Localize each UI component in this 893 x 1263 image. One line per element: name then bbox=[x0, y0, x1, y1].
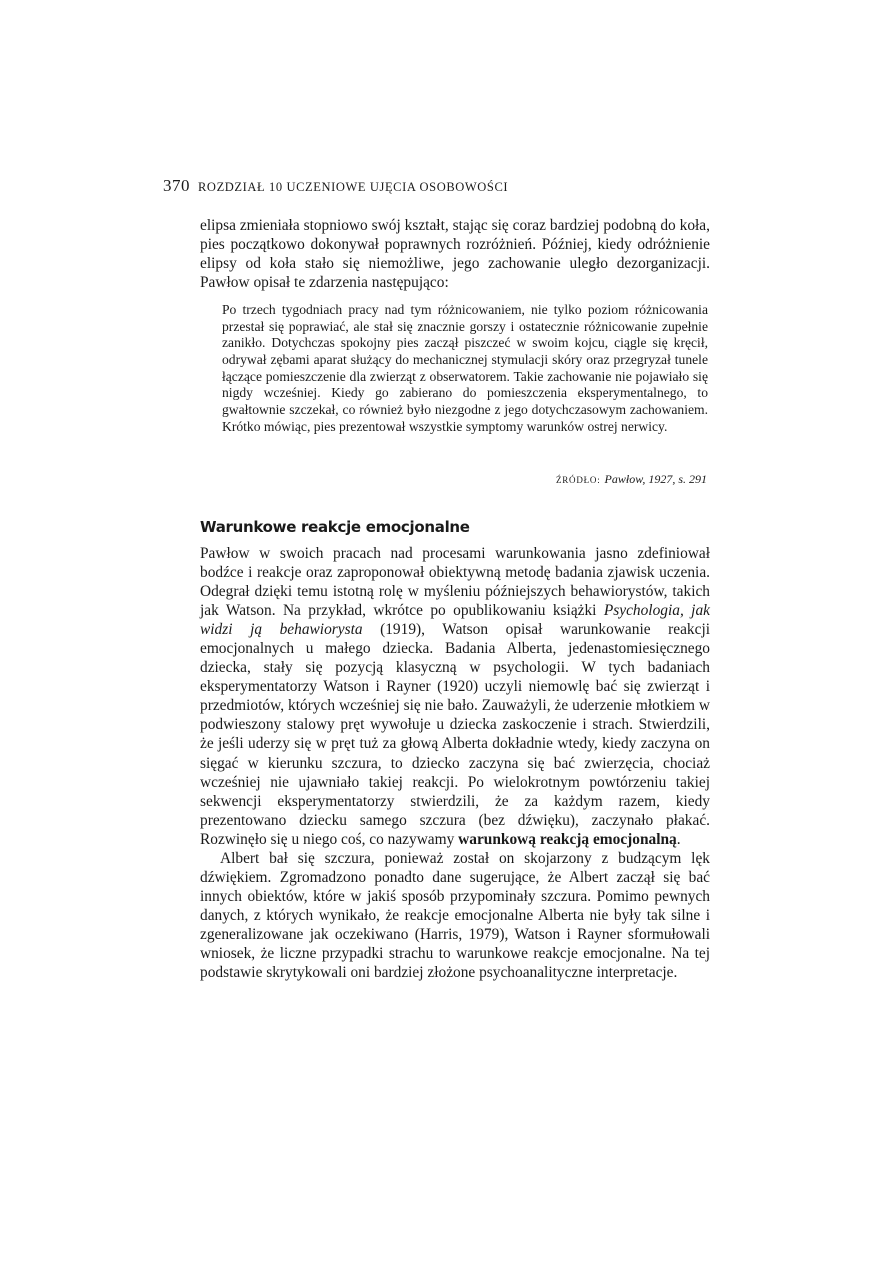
running-header bbox=[163, 176, 508, 196]
p1-text-a: Pawłow w swoich pracach nad procesami warunkowania jasno zdefiniował bodźce i reakcje oraz zaproponował obiektywną metodę badania zjawisk uczenia. Odegrał dzięki temu istotną rolę w myśleniu późniejszych behawiorystów, takich jak Watson. Na przykład, wkrótce po opublikowaniu książki bbox=[200, 545, 710, 620]
source-label: ŹRÓDŁO: bbox=[555, 475, 601, 485]
page-number: 370 bbox=[163, 176, 190, 195]
intro-paragraph: elipsa zmieniała stopniowo swój kształt, stając się coraz bardziej podobną do koła, pies początkowo dokonywał poprawnych rozróżnień. Później, kiedy odróżnienie elipsy od koła stało się niemożliwe, jego zachowanie uległo dezorganizacji. Pawłow opisał te zdarzenia następująco: bbox=[200, 217, 710, 292]
p1-text-b: (1919), Watson opisał warunkowanie reakcji emocjonalnych u małego dziecka. Badania Alberta, jedenastomiesięcznego dziecka, stały się pozycją klasyczną w psychologii. W tych badaniach eksperymentatorzy Watson i Rayner (1920) uczyli niemowlę bać się zwierząt i przedmiotów, których wcześniej się nie bało. Zauważyli, że uderzenie młotkiem w podwieszony stalowy pręt wywołuje u dziecka zaskoczenie i strach. Stwierdzili, że jeśli uderzy się w pręt tuż za głową Alberta dokładnie wtedy, kiedy zaczyna on sięgać w kierunku szczura, to dziecko zaczyna się bać zwierzęcia, chociaż wcześniej nie ujawniało takiej reakcji. Po wielokrotnym powtórzeniu takiej sekwencji eksperymentatorzy stwierdzili, że za każdym razem, kiedy prezentowano dziecku samego szczura (bez dźwięku), zaczynało płakać. Rozwinęło się u niego coś, co nazywamy bbox=[200, 621, 710, 848]
section-body bbox=[200, 544, 710, 982]
body-paragraph-2: Albert bał się szczura, ponieważ został on skojarzony z budzącym lęk dźwiękiem. Zgromadzono ponadto dane sugerujące, że Albert zaczął się bać innych obiektów, które w jakiś sposób przypominały szczura. Pomimo pewnych danych, z których wynikało, że reakcje emocjonalne Alberta nie były tak silne i zgeneralizowane jak oczekiwano (Harris, 1979), Watson i Rayner sformułowali wniosek, że liczne przypadki strachu to warunkowe reakcje emocjonalne. Na tej podstawie skrytykowali oni bardziej złożone psychoanalityczne interpretacje. bbox=[200, 849, 710, 982]
p1-text-end: . bbox=[676, 830, 681, 848]
key-term: warunkową reakcją emocjonalną bbox=[458, 830, 677, 848]
block-quote: Po trzech tygodniach pracy nad tym różnicowaniem, nie tylko poziom różnicowania przestał się poprawiać, ale stał się znacznie gorszy i ostatecznie różnicowanie zupełnie zanikło. Dotychczas spokojny pies zaczął piszczeć w swoim kojcu, ciągle się kręcił, odrywał zębami aparat służący do mechanicznej stymulacji skóry oraz przegryzał tunele łączące pomieszczenie dla zwierząt z obserwatorem. Takie zachowanie nie pojawiało się nigdy wcześniej. Kiedy go zabierano do pomieszczenia eksperymentalnego, to gwałtownie szczekał, co również było niezgodne z jego dotychczasowym zachowaniem. Krótko mówiąc, pies prezentował wszystkie symptomy warunków ostrej nerwicy. bbox=[222, 302, 708, 434]
section-heading: Warunkowe reakcje emocjonalne bbox=[200, 518, 470, 536]
body-paragraph-1 bbox=[200, 544, 710, 849]
source-reference: Pawłow, 1927, s. 291 bbox=[604, 472, 707, 486]
intro-block bbox=[200, 216, 710, 292]
book-title: Psychologia, jak widzi ją behawiorysta bbox=[200, 602, 710, 639]
chapter-title: ROZDZIAŁ 10 UCZENIOWE UJĘCIA OSOBOWOŚCI bbox=[198, 180, 509, 194]
quote-source bbox=[556, 472, 707, 487]
